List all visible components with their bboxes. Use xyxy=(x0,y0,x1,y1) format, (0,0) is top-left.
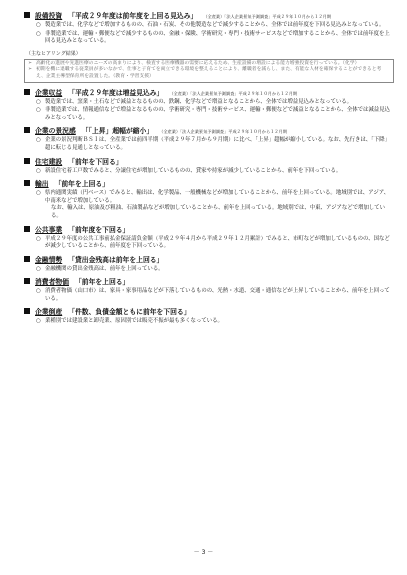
square-bullet-icon xyxy=(24,158,30,164)
section-title: 企業の景況感 xyxy=(35,127,76,136)
square-bullet-icon xyxy=(24,12,30,18)
bullet-text: 非製造業では、情報通信などで増益となるものの、学術研究・専門・技術サービス、運輸・郵便などで減益となることから、全体では減益見込みとなっている。 xyxy=(45,107,390,121)
section-heading xyxy=(24,226,394,235)
circle-bullet-icon: ○ xyxy=(36,235,41,242)
section-headline: 「「上昇」超幅が縮小」 xyxy=(81,127,154,136)
square-bullet-icon xyxy=(24,256,30,262)
section-6 xyxy=(24,256,394,274)
bullet-item xyxy=(36,190,394,205)
circle-bullet-icon: ○ xyxy=(36,137,41,144)
hearing-results-label: （主なヒアリング結果） xyxy=(26,50,81,57)
section-title: 設備投資 xyxy=(35,12,63,20)
square-bullet-icon xyxy=(24,180,30,186)
section-5 xyxy=(24,226,394,251)
section-title: 企業倒産 xyxy=(35,308,63,317)
bullet-item xyxy=(36,99,394,107)
bullet-item xyxy=(36,107,394,122)
page-number: － 3 － xyxy=(193,549,214,556)
section-8 xyxy=(24,308,394,326)
bullet-text: 平成２９年度の公共工事前払金保証請負金額（平成２９年４月から平成２９年１２月累計）でみると、市町などが増加しているものの、国などが減少していることから、前年度を下回っている。 xyxy=(45,235,390,250)
section-heading xyxy=(24,89,394,98)
circle-bullet-icon: ○ xyxy=(36,22,41,28)
section-title: 企業収益 xyxy=(35,88,63,97)
section-heading xyxy=(24,180,394,189)
section-4 xyxy=(24,180,394,220)
source-note: （全産業）「法人企業景気予測調査」平成２９年１０月から１２月期 xyxy=(203,14,332,19)
section-title: 住宅建設 xyxy=(35,157,63,166)
section-headline: 「前年を下回る」 xyxy=(68,157,123,166)
bullet-text: 製造業では、化学などで増加するものの、石油・石炭、その他製造などで減少することから、全体では前年度を下回る見込みとなっている。 xyxy=(45,22,385,28)
bullet-item xyxy=(36,266,394,274)
circle-bullet-icon: ○ xyxy=(36,265,41,272)
section-headline: 「平成２９年度は増益見込み」 xyxy=(68,88,164,97)
bullet-item xyxy=(36,168,394,176)
section-heading xyxy=(24,256,394,265)
bullet-text: 金融機関の貸出金残高は、前年を上回っている。 xyxy=(45,265,164,272)
section-title: 公共事業 xyxy=(35,225,63,234)
source-note: （全産業）「法人企業景気予測調査」平成２９年１０月から１２月期 xyxy=(159,129,287,135)
circle-bullet-icon: ○ xyxy=(36,30,41,37)
bullet-text: 製造業では、窯業・土石などで減益となるものの、鉄鋼、化学などで増益となることから、全体では増益見込みとなっている。 xyxy=(45,98,353,105)
supplementary-note: なお、輸入は、原油及び粗油、石油製品などが増加していることから、前年を上回っている。地域別では、中東、アジアなどで増加している。 xyxy=(51,205,386,219)
square-bullet-icon xyxy=(24,278,30,284)
section-title: 金融情勢 xyxy=(35,255,63,264)
section-heading xyxy=(24,127,394,136)
report-content xyxy=(24,12,394,331)
hearing-results-box xyxy=(24,59,394,83)
hearing-item-text: 高齢化の進展や先進医療のニーズの高まりにより、検査する医療機器の需要に応えるため、生産設備の増設による能力増強投資を行っている。（化学） xyxy=(36,60,360,66)
hearing-item-text: 初期を機に退職する従業員が多いなかで、仕事と子育てを両立できる環境を整えることにより、離職者を減らし、また、有能な人材を確保することができると考え、企業主導型保育所を設置した。（教育・学習支援） xyxy=(36,67,382,79)
arrow-bullet-icon: ➢ xyxy=(28,60,33,66)
section-headline: 「平成２９年度は前年度を上回る見込み」 xyxy=(68,12,198,20)
section-7 xyxy=(24,278,394,303)
section-headline: 「貸出金残高は前年を上回る」 xyxy=(68,255,164,264)
bullet-item xyxy=(36,236,394,251)
bullet-item xyxy=(36,318,394,326)
bullet-text: 業種別では建設業と卸売業、原因別では販売不振が最も多くなっている。 xyxy=(45,318,223,325)
bullet-text: 非製造業では、運輸・郵便などで減少するものの、金融・保険、学術研究・専門・技術サービスなどで増加することから、全体では前年度を上回る見込みとなっている。 xyxy=(45,30,390,45)
square-bullet-icon xyxy=(24,127,30,133)
section-headline: 「前年を上回る」 xyxy=(74,278,130,287)
hearing-item xyxy=(28,67,390,80)
circle-bullet-icon: ○ xyxy=(36,288,41,295)
circle-bullet-icon: ○ xyxy=(36,167,41,174)
bullet-item xyxy=(36,288,394,303)
circle-bullet-icon: ○ xyxy=(36,190,41,197)
section-headline: 「前年度を下回る」 xyxy=(68,225,130,234)
circle-bullet-icon: ○ xyxy=(36,98,41,105)
bullet-text: 企業の景況判断ＢＳＩは、全産業では前四半期（平成２９年７月から９月期）に比べ、「上昇」超幅が縮小している。なお、先行きは、「下降」超に転じる見通しとなっている。 xyxy=(45,137,390,151)
bullet-text: 新設住宅着工戸数でみると、分譲住宅が増加しているものの、貸家や持家が減少していることから、前年を下回っている。 xyxy=(45,167,342,174)
bullet-item xyxy=(36,31,394,46)
section-heading xyxy=(24,158,394,167)
bullet-text: 消費者物価（山口市）は、家具・家事用品などが下落しているものの、光熱・水道、交通・通信などが上昇していることから、前年を上回っている。 xyxy=(45,288,390,302)
section-1 xyxy=(24,89,394,123)
bullet-item xyxy=(36,137,394,152)
bullet-text: 県内通関実績（円ベース）でみると、輸出は、化学製品、一般機械などが増加していることから、前年を上回っている。地域別では、アジア、中南米などで増加している。 xyxy=(45,190,390,204)
section-2 xyxy=(24,127,394,152)
square-bullet-icon xyxy=(24,226,30,232)
source-note: （全産業）「法人企業景気予測調査」平成２９年１０月から１２月期 xyxy=(169,90,298,96)
circle-bullet-icon: ○ xyxy=(36,107,41,114)
section-title: 輸出 xyxy=(35,180,49,189)
section-heading xyxy=(24,308,394,317)
section-1 xyxy=(24,12,394,46)
section-title: 消費者物価 xyxy=(35,278,69,287)
section-headline: 「件数、負債金額ともに前年を下回る」 xyxy=(68,308,191,317)
circle-bullet-icon: ○ xyxy=(36,318,41,325)
section-headline: 「前年を上回る」 xyxy=(54,180,109,189)
bullet-item xyxy=(36,22,394,30)
section-heading xyxy=(24,12,394,21)
square-bullet-icon xyxy=(24,308,30,314)
section-heading xyxy=(24,278,394,287)
section-3 xyxy=(24,158,394,176)
arrow-bullet-icon: ➢ xyxy=(28,67,33,73)
square-bullet-icon xyxy=(24,89,30,95)
